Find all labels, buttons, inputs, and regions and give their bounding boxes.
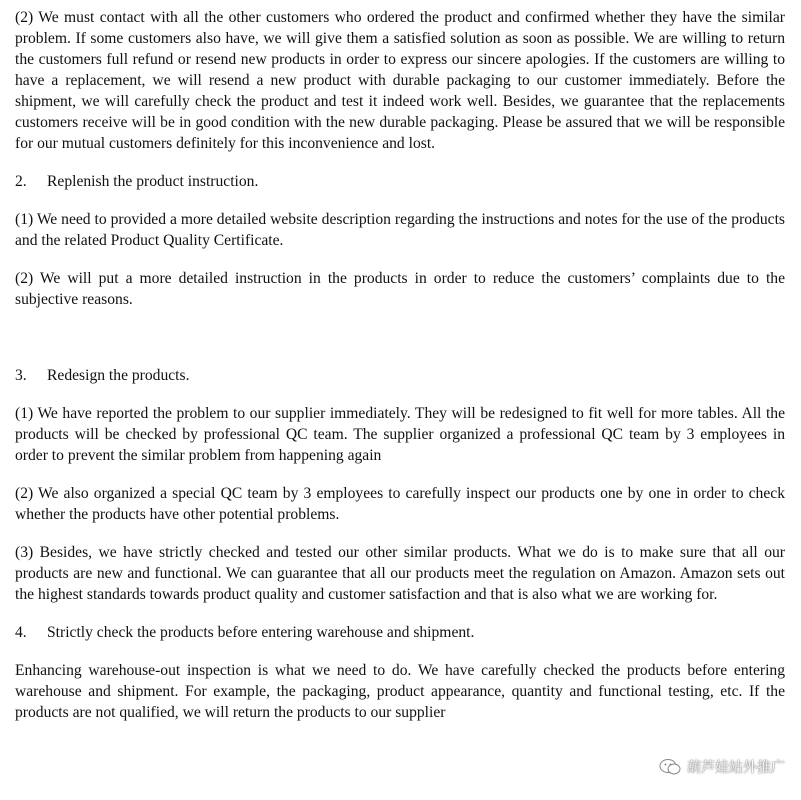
paragraph-website-description: (1) We need to provided a more detailed website description regarding the instructions and notes for the use of the products and the related Product Quality Certificate. [15, 211, 785, 249]
section-number: 4. [15, 624, 27, 641]
section-number: 2. [15, 173, 27, 190]
paragraph-customer-contact: (2) We must contact with all the other customers who ordered the product and confirmed whether they have the similar problem. If some customers also have, we will give them a satisfied solution as soon as possible. We are willing to return the customers full refund or resend new products in order to express our sincere apologies. If the customers are willing to have a replacement, we will resend a new product with durable packaging to our customer immediately. Before the shipment, we will carefully check the product and test it indeed work well. Besides, we guarantee that the replacements customers receive will be in good condition with the new durable packaging. Please be assured that we will be responsible for our mutual customers definitely for this inconvenience and lost. [15, 9, 785, 152]
paragraph-detailed-instruction: (2) We will put a more detailed instruction in the products in order to reduce the customers’ complaints due to the subjective reasons. [15, 270, 785, 308]
section-title: Replenish the product instruction. [47, 173, 259, 190]
blank-space [15, 327, 785, 365]
paragraph-supplier-report: (1) We have reported the problem to our supplier immediately. They will be redesigned to fit well for more tables. All the products will be checked by professional QC team. The supplier organized a professional QC team by 3 employees in order to prevent the similar problem from happening again [15, 405, 785, 464]
paragraph-qc-team: (2) We also organized a special QC team by 3 employees to carefully inspect our products one by one in order to check whether the products have other potential problems. [15, 485, 785, 523]
watermark [659, 756, 785, 778]
section-heading-3 [15, 365, 785, 386]
paragraph-warehouse-inspection: Enhancing warehouse-out inspection is what we need to do. We have carefully checked the products before entering warehouse and shipment. For example, the packaging, product appearance, quantity and functional testing, etc. If the products are not qualified, we will return the products to our supplier [15, 662, 785, 721]
section-heading-2 [15, 171, 785, 192]
paragraph-similar-products: (3) Besides, we have strictly checked and tested our other similar products. What we do is to make sure that all our products are new and functional. We can guarantee that all our products meet the regulation on Amazon. Amazon sets out the highest standards towards product quality and customer satisfaction and that is also what we are working for. [15, 544, 785, 603]
wechat-icon [659, 758, 681, 776]
section-number: 3. [15, 367, 27, 384]
section-title: Strictly check the products before entering warehouse and shipment. [47, 624, 475, 641]
section-heading-4 [15, 622, 785, 643]
watermark-text: 葫芦娃站外推广 [687, 760, 785, 776]
document-body [15, 7, 785, 740]
section-title: Redesign the products. [47, 367, 190, 384]
